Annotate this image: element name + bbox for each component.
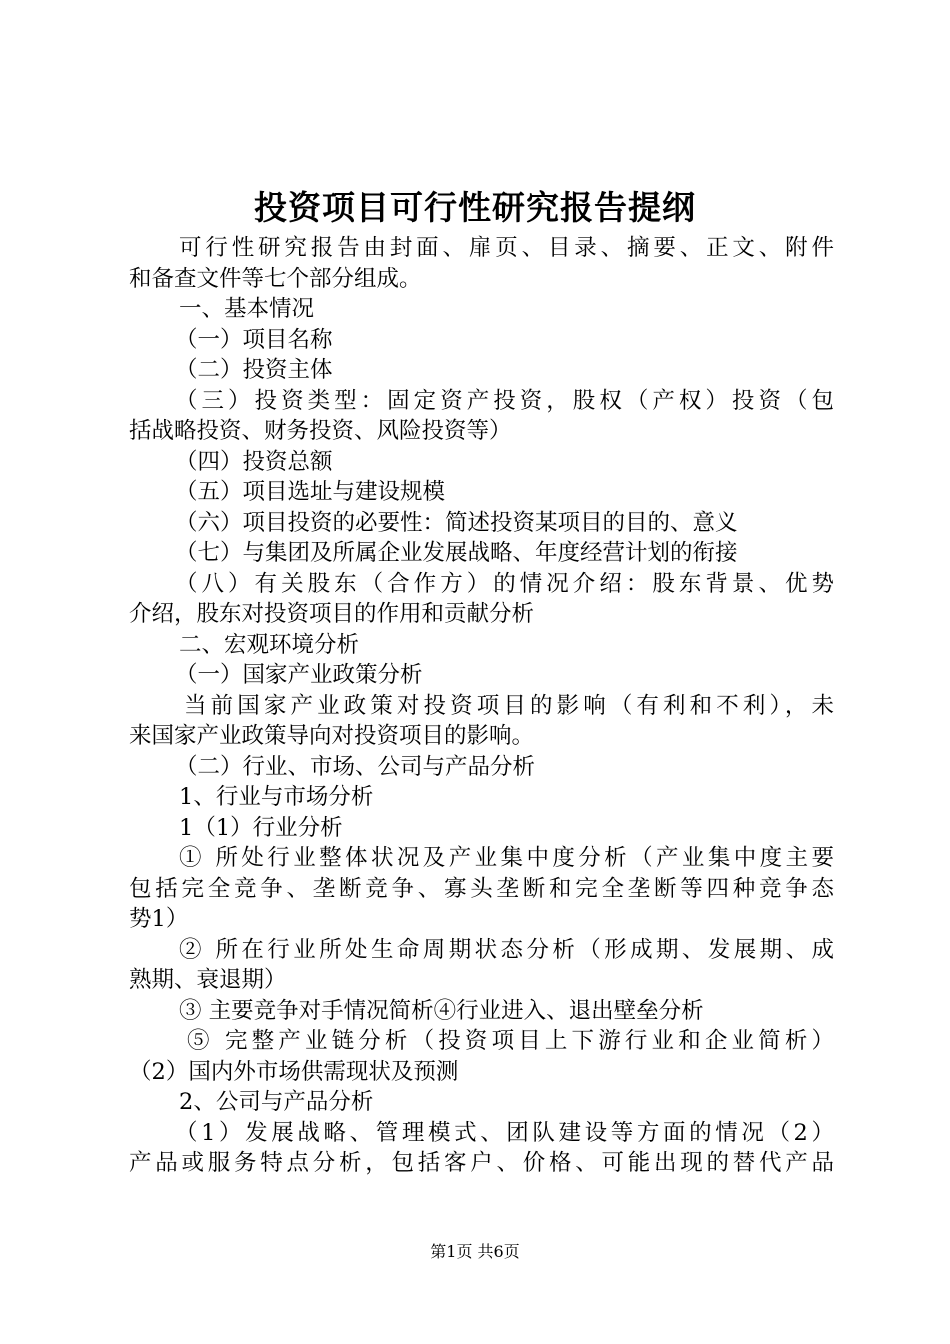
subsection-heading: （八）有关股东（合作方）的情况介绍：股东背景、优势: [175, 570, 834, 597]
paragraph-line: 可行性研究报告由封面、扉页、目录、摘要、正文、附件: [179, 235, 834, 261]
paragraph-line: 势1）: [129, 906, 189, 932]
subsection-heading: （一）项目名称: [175, 326, 333, 353]
paragraph-line: 包括完全竞争、垄断竞争、寡头垄断和完全垄断等四种竞争态: [129, 875, 834, 902]
paragraph-line: 和备查文件等七个部分组成。: [129, 265, 422, 292]
list-item: ⑤ 完整产业链分析（投资项目上下游行业和企业简析）: [187, 1028, 834, 1054]
paragraph-line: （2）国内外市场供需现状及预测: [129, 1058, 459, 1085]
paragraph-line: 来国家产业政策导向对投资项目的影响。: [129, 723, 535, 749]
paragraph-line: 括战略投资、财务投资、风险投资等）: [129, 418, 512, 444]
document-title: 投资项目可行性研究报告提纲: [254, 188, 696, 227]
paragraph-line: 熟期、衰退期）: [129, 967, 287, 993]
item-heading: 1、行业与市场分析: [179, 784, 374, 810]
subsection-heading: （六）项目投资的必要性：简述投资某项目的目的、意义: [175, 509, 738, 536]
document-body: [129, 233, 834, 1179]
page-number: 第1页 共6页: [430, 1242, 520, 1261]
list-item: ③ 主要竞争对手情况简析④行业进入、退出壁垒分析: [179, 997, 704, 1024]
list-item: ① 所处行业整体状况及产业集中度分析（产业集中度主要: [179, 845, 834, 871]
subsection-heading: （七）与集团及所属企业发展战略、年度经营计划的衔接: [175, 540, 738, 566]
item-heading: 2、公司与产品分析: [179, 1089, 374, 1115]
paragraph-line: 当前国家产业政策对投资项目的影响（有利和不利），未: [184, 692, 834, 719]
subsection-heading: （二）投资主体: [175, 357, 333, 383]
section-heading: 一、基本情况: [179, 296, 315, 322]
subsection-heading: （五）项目选址与建设规模: [175, 479, 446, 505]
subsection-heading: （一）国家产业政策分析: [175, 662, 423, 688]
item-heading: 1（1）行业分析: [179, 814, 343, 841]
paragraph-line: 介绍，股东对投资项目的作用和贡献分析: [129, 601, 535, 627]
subsection-heading: （四）投资总额: [175, 448, 333, 475]
paragraph-line: （1）发展战略、管理模式、团队建设等方面的情况（2）: [175, 1119, 834, 1146]
paragraph-line: 产品或服务特点分析，包括客户、价格、可能出现的替代产品: [129, 1150, 834, 1176]
section-heading: 二、宏观环境分析: [179, 631, 360, 658]
subsection-heading: （三）投资类型：固定资产投资，股权（产权）投资（包: [175, 387, 834, 414]
list-item: ② 所在行业所处生命周期状态分析（形成期、发展期、成: [179, 936, 834, 963]
subsection-heading: （二）行业、市场、公司与产品分析: [175, 753, 536, 780]
